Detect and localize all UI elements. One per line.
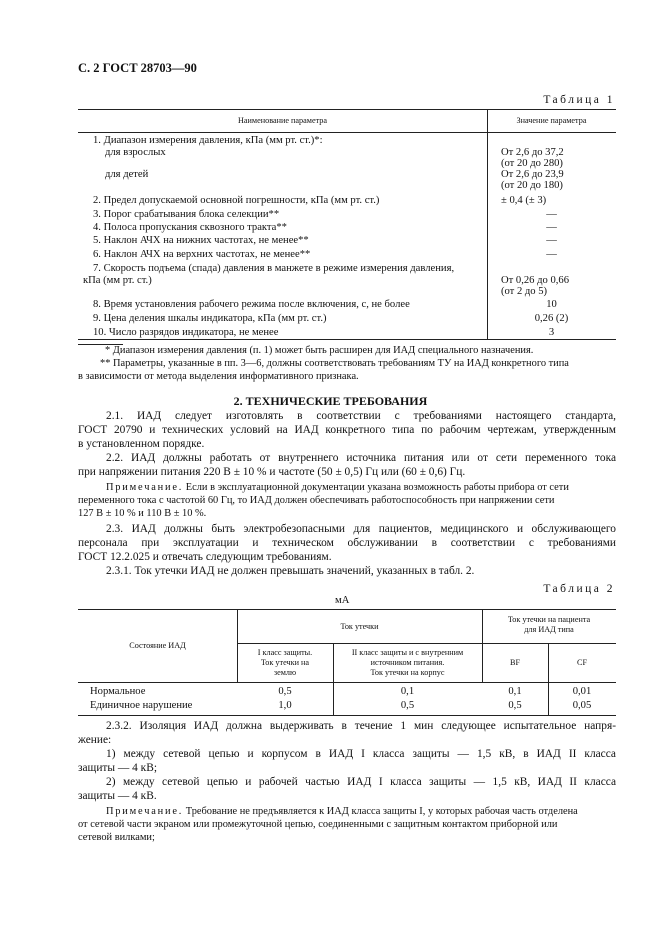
section-title: 2. ТЕХНИЧЕСКИЕ ТРЕБОВАНИЯ (233, 394, 428, 408)
item-2-line2: защиты — 4 кВ. (78, 790, 157, 802)
note-1-line2: переменного тока с частотой 60 Гц, то ИАД должен обеспечивать работоспособность при напряжении сети (78, 495, 555, 506)
table2-state: Единичное нарушение (90, 700, 193, 711)
table2-unit: мА (335, 595, 350, 606)
page-header: С. 2 ГОСТ 28703—90 (78, 61, 197, 75)
para-2-1-line3: в установленном порядке. (78, 438, 205, 450)
note-2-line2: от сетевой части экраном или промежуточной цепью, соединенными с защитным контактом приборной или (78, 819, 558, 830)
table2-cell: 1,0 (278, 700, 292, 711)
table2-col-leak: Ток утечки (340, 622, 379, 631)
table1-value: 0,26 (2) (534, 313, 569, 324)
table2-caption: Таблица 2 (543, 583, 615, 595)
table1-param: 6. Наклон АЧХ на верхних частотах, не менее** (93, 249, 311, 260)
table2-header-rule (78, 682, 616, 683)
table1-param: 8. Время установления рабочего режима после включения, с, не более (93, 299, 410, 310)
item-1-line1: 1) между сетевой цепью и корпусом в ИАД I класса защиты — 1,5 кВ, в ИАД II класса (106, 748, 616, 760)
table1-value: — (546, 222, 557, 233)
table1-param: 10. Число разрядов индикатора, не менее (93, 327, 279, 338)
table1-value: — (546, 235, 557, 246)
table1-value: (от 20 до 180) (501, 180, 563, 191)
table1-param: 2. Предел допускаемой основной погрешности, кПа (мм рт. ст.) (93, 195, 380, 206)
table1-value: (от 20 до 280) (501, 158, 563, 169)
table1-value: 3 (548, 327, 555, 338)
para-2-3-line3: ГОСТ 12.2.025 и отвечать следующим требованиям. (78, 551, 332, 563)
table2-mid-rule (237, 643, 616, 644)
table1-param: 1. Диапазон измерения давления, кПа (мм рт. ст.)*: (93, 135, 323, 146)
table1-col-value: Значение параметра (516, 116, 587, 125)
table2-cell: 0,5 (508, 700, 522, 711)
table1-param: 5. Наклон АЧХ на нижних частотах, не менее** (93, 235, 309, 246)
table1-header-rule (78, 132, 616, 133)
table1-value: 10 (546, 299, 557, 310)
para-2-3-1: 2.3.1. Ток утечки ИАД не должен превышать значений, указанных в табл. 2. (106, 565, 475, 577)
table2-sub2-l2: источником питания. (370, 658, 445, 667)
item-1-line2: защиты — 4 кВ; (78, 762, 157, 774)
table1-caption: Таблица 1 (543, 94, 615, 106)
para-2-3-2-line1: 2.3.2. Изоляция ИАД должна выдерживать в течение 1 мин следующее испытательное напря- (106, 720, 616, 732)
note-2-label: Примечание. (106, 806, 184, 817)
note-1-label: Примечание. (106, 482, 184, 493)
para-2-3-line2: персонала при эксплуатации и техническом обслуживании в соответствии с требованиями (78, 537, 616, 549)
table2-sub-bf: BF (509, 658, 520, 667)
note-2-line3: сетевой вилками; (78, 832, 155, 843)
para-2-1-line2: ГОСТ 20790 и технических условий на ИАД конкретного типа по рабочим чертежам, утвержденным (78, 424, 616, 436)
table2-sub2-l1: II класс защиты и с внутренним (351, 648, 464, 657)
table1-param: для детей (105, 169, 149, 180)
footnote-1: * Диапазон измерения давления (п. 1) может быть расширен для ИАД специального назначения. (105, 345, 534, 356)
table2-sub2-l3: Ток утечки на корпус (370, 668, 445, 677)
para-2-2-line2: при напряжении питания 220 В ± 10 % и частоте (50 ± 0,5) Гц или (60 ± 0,6) Гц. (78, 466, 466, 478)
table1-value: — (546, 209, 557, 220)
table2-sub1-l3: землю (273, 668, 297, 677)
table1-param: кПа (мм рт. ст.) (83, 275, 152, 286)
table2-cell: 0,1 (400, 686, 415, 697)
para-2-3-line1: 2.3. ИАД должны быть электробезопасными для пациентов, медицинского и обслуживающего (106, 523, 616, 535)
note-2-text: Требование не предъявляется к ИАД класса защиты I, у которых рабочая часть отделена (185, 806, 578, 817)
table2-state: Нормальное (90, 686, 146, 697)
table1-value: От 2,6 до 37,2 (501, 147, 564, 158)
table2-top-rule (78, 609, 616, 610)
footnote-2: ** Параметры, указанные в пп. 3—6, должны соответствовать требованиям ТУ на ИАД конкретного типа (100, 358, 569, 369)
table1-col-param: Наименование параметра (237, 116, 328, 125)
table2-col-patient: Ток утечки на пациента (507, 615, 591, 624)
note-1-line1 (106, 482, 569, 495)
table1-top-rule (78, 109, 616, 110)
table1-param: для взрослых (105, 147, 166, 158)
table2-bottom-rule (78, 715, 616, 716)
table2-cell: 0,5 (400, 700, 415, 711)
table2-sub1-l1: I класс защиты. (257, 648, 313, 657)
para-2-3-2-line2: жение: (78, 734, 112, 746)
table2-sub1-l2: Ток утечки на (260, 658, 310, 667)
table2-col-patient-2: для ИАД типа (524, 625, 574, 634)
table1-param: 9. Цена деления шкалы индикатора, кПа (мм рт. ст.) (93, 313, 327, 324)
table1-param: 3. Порог срабатывания блока селекции** (93, 209, 280, 220)
table2-cell: 0,5 (278, 686, 292, 697)
table2-sub-cf: CF (576, 658, 587, 667)
table1-param: 7. Скорость подъема (спада) давления в манжете в режиме измерения давления, (93, 263, 455, 274)
table1-bottom-rule (78, 339, 616, 340)
note-1-text: Если в эксплуатационной документации указана возможность работы прибора от сети (185, 482, 569, 493)
table2-cell: 0,01 (572, 686, 592, 697)
para-2-2-line1: 2.2. ИАД должны работать от внутреннего источника питания или от сети переменного тока (106, 452, 616, 464)
table2-col-state: Состояние ИАД (129, 641, 186, 650)
table1-value: От 0,26 до 0,66 (501, 275, 569, 286)
item-2-line1: 2) между сетевой цепью и рабочей частью ИАД I класса защиты — 1,5 кВ, ИАД II класса (106, 776, 616, 788)
para-2-1-line1: 2.1. ИАД следует изготовлять в соответствии с требованиями настоящего стандарта, (106, 410, 616, 422)
table1-value: От 2,6 до 23,9 (501, 169, 564, 180)
table1-value: (от 2 до 5) (501, 286, 548, 297)
footnote-2-cont: в зависимости от метода выделения информативного признака. (78, 371, 359, 382)
table1-value: ± 0,4 (± 3) (501, 195, 547, 206)
table1-param: 4. Полоса пропускания сквозного тракта** (93, 222, 287, 233)
table2-cell: 0,1 (508, 686, 522, 697)
table2-cell: 0,05 (572, 700, 592, 711)
note-2-line1 (106, 806, 578, 819)
table1-value: — (546, 249, 557, 260)
note-1-line3: 127 В ± 10 % и 110 В ± 10 %. (78, 508, 207, 519)
